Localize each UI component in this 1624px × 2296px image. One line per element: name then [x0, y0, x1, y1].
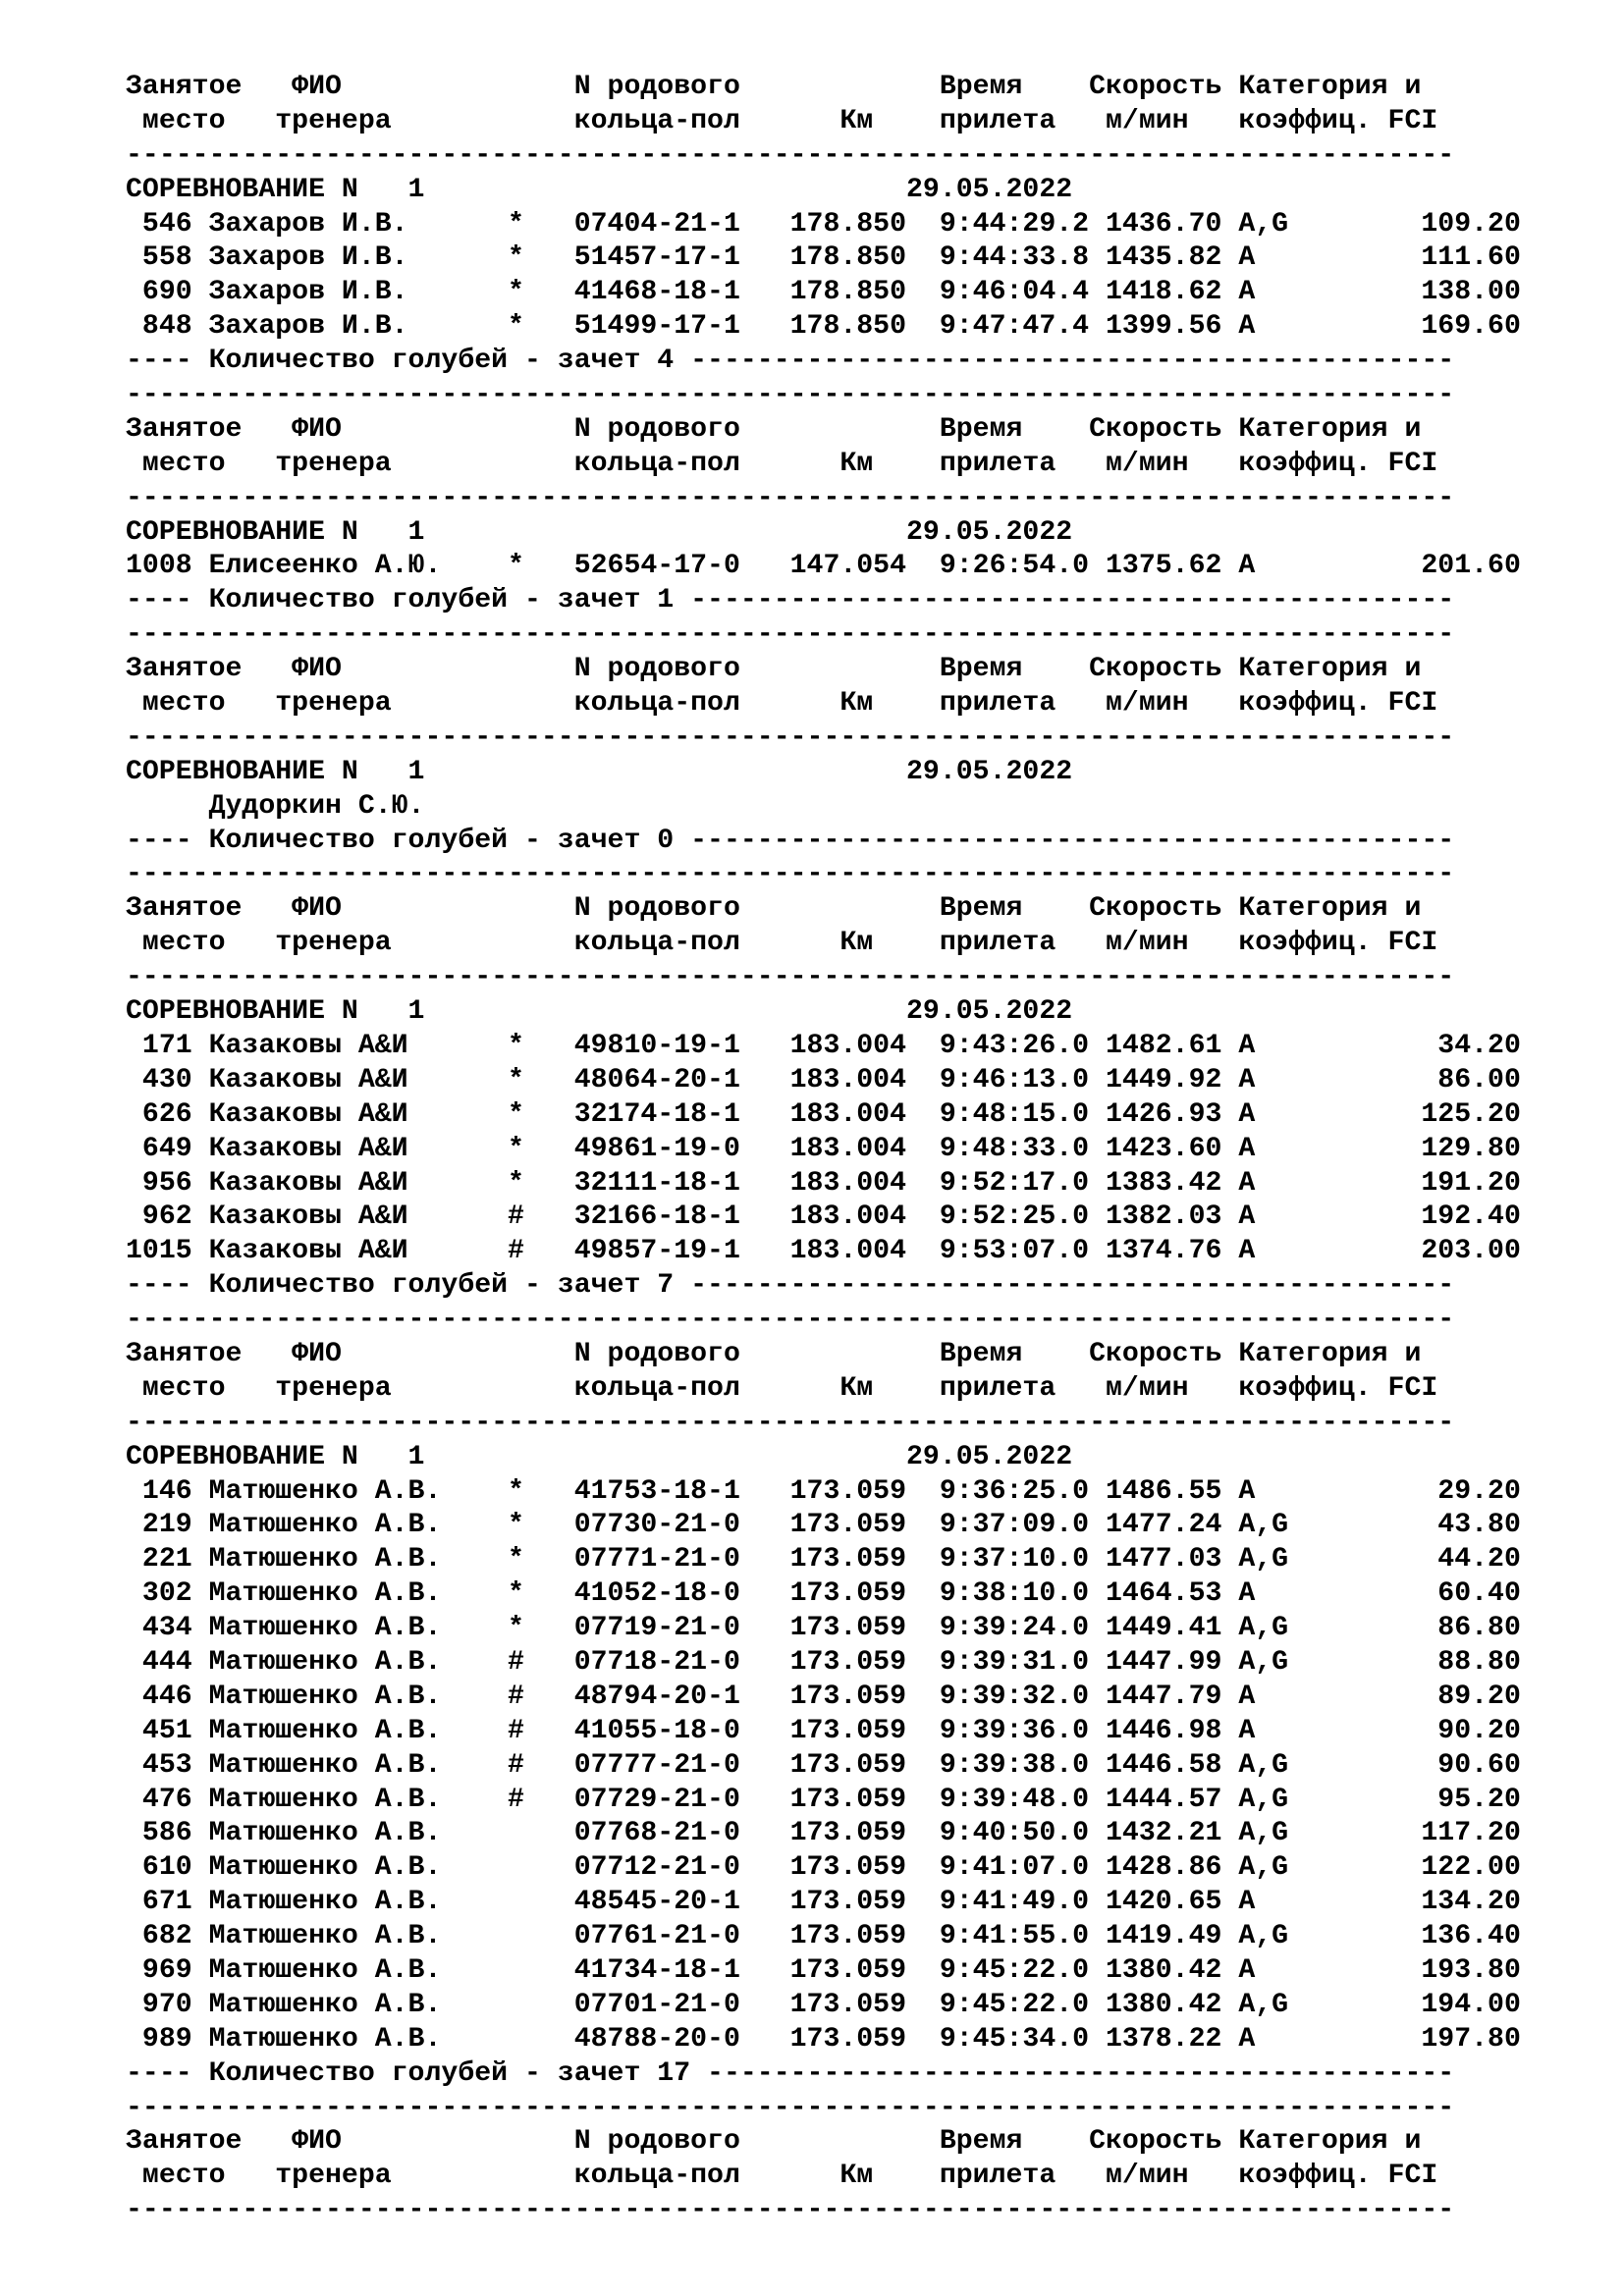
- text-line: 476 Матюшенко А.В. # 07729-21-0 173.059 9:39:48.0 1444.57 A,G 95.20: [126, 1784, 1521, 1815]
- text-line: 219 Матюшенко А.В. * 07730-21-0 173.059 9:37:09.0 1477.24 A,G 43.80: [126, 1510, 1521, 1541]
- text-line: СОРЕВНОВАНИЕ N 1 29.05.2022: [126, 756, 1073, 787]
- text-line: --------------------------------------------------------------------------------: [126, 962, 1455, 993]
- text-line: 444 Матюшенко А.В. # 07718-21-0 173.059 9:39:31.0 1447.99 A,G 88.80: [126, 1646, 1521, 1678]
- text-line: 1015 Казаковы А&И # 49857-19-1 183.004 9:53:07.0 1374.76 A 203.00: [126, 1236, 1521, 1267]
- text-line: место тренера кольца-пол Км прилета м/мин коэффиц. FCI: [126, 928, 1438, 959]
- text-line: Занятое ФИО N родового Время Скорость Категория и: [126, 413, 1422, 445]
- text-line: место тренера кольца-пол Км прилета м/мин коэффиц. FCI: [126, 2161, 1438, 2192]
- text-line: ---- Количество голубей - зачет 0 ----------------------------------------------: [126, 825, 1455, 856]
- text-line: --------------------------------------------------------------------------------: [126, 721, 1455, 753]
- text-line: 690 Захаров И.В. * 41468-18-1 178.850 9:46:04.4 1418.62 A 138.00: [126, 277, 1521, 308]
- text-line: --------------------------------------------------------------------------------: [126, 2195, 1455, 2226]
- text-line: --------------------------------------------------------------------------------: [126, 380, 1455, 411]
- text-line: 546 Захаров И.В. * 07404-21-1 178.850 9:44:29.2 1436.70 A,G 109.20: [126, 208, 1521, 240]
- text-line: 970 Матюшенко А.В. 07701-21-0 173.059 9:45:22.0 1380.42 A,G 194.00: [126, 1989, 1521, 2020]
- text-line: 626 Казаковы А&И * 32174-18-1 183.004 9:48:15.0 1426.93 A 125.20: [126, 1098, 1521, 1130]
- text-line: 446 Матюшенко А.В. # 48794-20-1 173.059 9:39:32.0 1447.79 A 89.20: [126, 1681, 1521, 1712]
- text-line: Дудоркин С.Ю.: [126, 790, 425, 822]
- text-line: СОРЕВНОВАНИЕ N 1 29.05.2022: [126, 516, 1073, 548]
- text-line: ---- Количество голубей - зачет 1 ----------------------------------------------: [126, 585, 1455, 616]
- text-line: Занятое ФИО N родового Время Скорость Категория и: [126, 1338, 1422, 1369]
- text-line: --------------------------------------------------------------------------------: [126, 482, 1455, 513]
- text-line: --------------------------------------------------------------------------------: [126, 139, 1455, 171]
- text-line: 558 Захаров И.В. * 51457-17-1 178.850 9:44:33.8 1435.82 A 111.60: [126, 242, 1521, 274]
- text-line: 956 Казаковы А&И * 32111-18-1 183.004 9:52:17.0 1383.42 A 191.20: [126, 1167, 1521, 1199]
- text-line: 302 Матюшенко А.В. * 41052-18-0 173.059 9:38:10.0 1464.53 A 60.40: [126, 1578, 1521, 1610]
- text-line: место тренера кольца-пол Км прилета м/мин коэффиц. FCI: [126, 448, 1438, 479]
- text-line: 989 Матюшенко А.В. 48788-20-0 173.059 9:45:34.0 1378.22 A 197.80: [126, 2023, 1521, 2055]
- text-line: --------------------------------------------------------------------------------: [126, 1305, 1455, 1336]
- text-line: --------------------------------------------------------------------------------: [126, 859, 1455, 890]
- text-line: ---- Количество голубей - зачет 7 ----------------------------------------------: [126, 1270, 1455, 1302]
- text-line: 146 Матюшенко А.В. * 41753-18-1 173.059 9:36:25.0 1486.55 A 29.20: [126, 1475, 1521, 1507]
- text-line: 848 Захаров И.В. * 51499-17-1 178.850 9:47:47.4 1399.56 A 169.60: [126, 311, 1521, 343]
- text-line: 430 Казаковы А&И * 48064-20-1 183.004 9:46:13.0 1449.92 A 86.00: [126, 1064, 1521, 1095]
- text-line: 453 Матюшенко А.В. # 07777-21-0 173.059 9:39:38.0 1446.58 A,G 90.60: [126, 1749, 1521, 1781]
- text-line: СОРЕВНОВАНИЕ N 1 29.05.2022: [126, 1441, 1073, 1472]
- text-line: 671 Матюшенко А.В. 48545-20-1 173.059 9:41:49.0 1420.65 A 134.20: [126, 1887, 1521, 1918]
- text-line: 171 Казаковы А&И * 49810-19-1 183.004 9:43:26.0 1482.61 A 34.20: [126, 1030, 1521, 1061]
- text-line: СОРЕВНОВАНИЕ N 1 29.05.2022: [126, 174, 1073, 205]
- text-line: ---- Количество голубей - зачет 4 ----------------------------------------------: [126, 346, 1455, 377]
- results-listing: [126, 71, 1598, 2228]
- text-line: 451 Матюшенко А.В. # 41055-18-0 173.059 9:39:36.0 1446.98 A 90.20: [126, 1715, 1521, 1746]
- text-line: 1008 Елисеенко А.Ю. * 52654-17-0 147.054 9:26:54.0 1375.62 A 201.60: [126, 551, 1521, 582]
- text-line: Занятое ФИО N родового Время Скорость Категория и: [126, 72, 1422, 102]
- text-line: ---- Количество голубей - зачет 17 ---------------------------------------------: [126, 2057, 1455, 2089]
- text-line: 682 Матюшенко А.В. 07761-21-0 173.059 9:41:55.0 1419.49 A,G 136.40: [126, 1921, 1521, 1952]
- text-line: 610 Матюшенко А.В. 07712-21-0 173.059 9:41:07.0 1428.86 A,G 122.00: [126, 1852, 1521, 1884]
- text-line: место тренера кольца-пол Км прилета м/мин коэффиц. FCI: [126, 105, 1438, 136]
- text-line: Занятое ФИО N родового Время Скорость Категория и: [126, 893, 1422, 925]
- text-line: --------------------------------------------------------------------------------: [126, 1407, 1455, 1438]
- text-line: место тренера кольца-пол Км прилета м/мин коэффиц. FCI: [126, 688, 1438, 720]
- text-line: место тренера кольца-пол Км прилета м/мин коэффиц. FCI: [126, 1372, 1438, 1404]
- text-line: --------------------------------------------------------------------------------: [126, 2092, 1455, 2123]
- text-line: 221 Матюшенко А.В. * 07771-21-0 173.059 9:37:10.0 1477.03 A,G 44.20: [126, 1544, 1521, 1575]
- text-line: 969 Матюшенко А.В. 41734-18-1 173.059 9:45:22.0 1380.42 A 193.80: [126, 1954, 1521, 1986]
- text-line: 586 Матюшенко А.В. 07768-21-0 173.059 9:40:50.0 1432.21 A,G 117.20: [126, 1818, 1521, 1849]
- text-line: Занятое ФИО N родового Время Скорость Категория и: [126, 654, 1422, 685]
- text-line: СОРЕВНОВАНИЕ N 1 29.05.2022: [126, 996, 1073, 1028]
- text-line: Занятое ФИО N родового Время Скорость Категория и: [126, 2126, 1422, 2158]
- text-line: 434 Матюшенко А.В. * 07719-21-0 173.059 9:39:24.0 1449.41 A,G 86.80: [126, 1613, 1521, 1644]
- text-line: 962 Казаковы А&И # 32166-18-1 183.004 9:52:25.0 1382.03 A 192.40: [126, 1201, 1521, 1233]
- text-line: --------------------------------------------------------------------------------: [126, 619, 1455, 651]
- text-line: 649 Казаковы А&И * 49861-19-0 183.004 9:48:33.0 1423.60 A 129.80: [126, 1133, 1521, 1164]
